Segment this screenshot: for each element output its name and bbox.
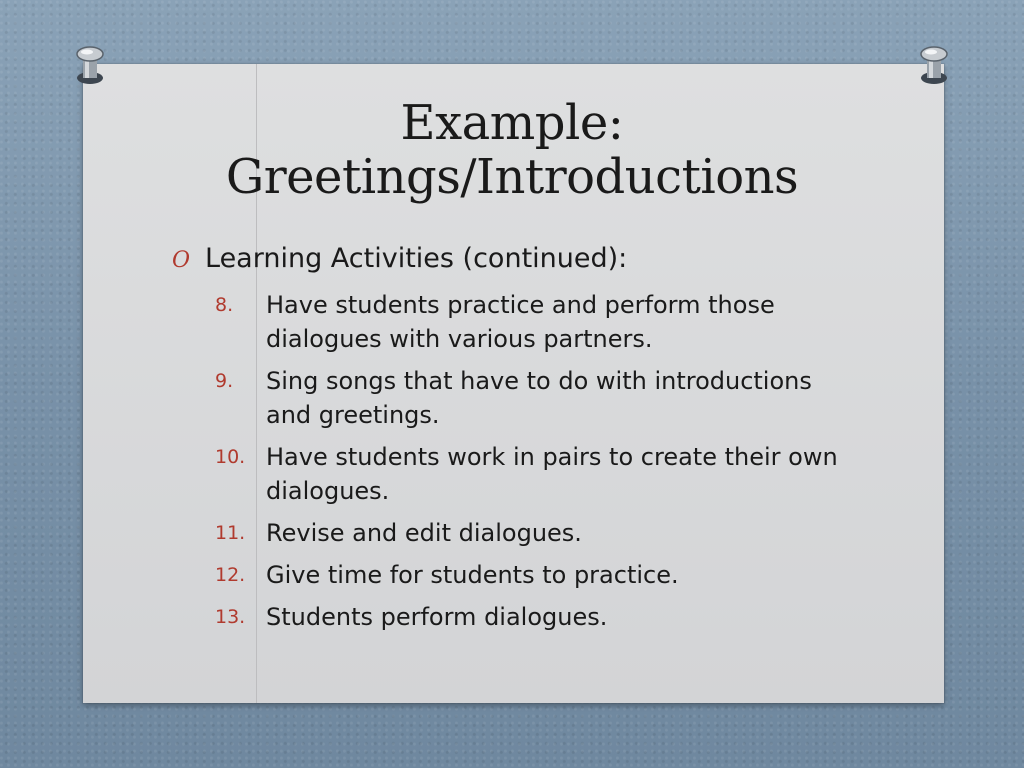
item-number: 9. bbox=[215, 370, 234, 392]
pushpin-left-icon bbox=[70, 40, 110, 86]
slide-title bbox=[150, 96, 874, 204]
item-number: 10. bbox=[215, 446, 246, 468]
title-line-2: Greetings/Introductions bbox=[225, 149, 799, 205]
item-text: Give time for students to practice. bbox=[266, 561, 679, 589]
list-item bbox=[215, 364, 855, 432]
list-item bbox=[215, 558, 855, 592]
bullet-heading bbox=[172, 243, 627, 274]
item-number: 12. bbox=[215, 564, 246, 586]
pushpin-right-icon bbox=[914, 40, 954, 86]
list-item bbox=[215, 440, 855, 508]
item-text: Have students practice and perform those dialogues with various partners. bbox=[266, 291, 775, 353]
item-text: Students perform dialogues. bbox=[266, 603, 608, 631]
item-text: Have students work in pairs to create their own dialogues. bbox=[266, 443, 838, 505]
item-text: Sing songs that have to do with introductions and greetings. bbox=[266, 367, 812, 429]
item-text: Revise and edit dialogues. bbox=[266, 519, 582, 547]
item-number: 8. bbox=[215, 294, 234, 316]
list-item bbox=[215, 516, 855, 550]
item-number: 11. bbox=[215, 522, 246, 544]
title-line-1: Example: bbox=[400, 95, 624, 151]
list-item bbox=[215, 600, 855, 634]
bullet-heading-text: Learning Activities (continued): bbox=[205, 243, 628, 274]
activities-list bbox=[215, 288, 855, 642]
bullet-marker-icon: O bbox=[172, 248, 191, 273]
item-number: 13. bbox=[215, 606, 246, 628]
list-item bbox=[215, 288, 855, 356]
